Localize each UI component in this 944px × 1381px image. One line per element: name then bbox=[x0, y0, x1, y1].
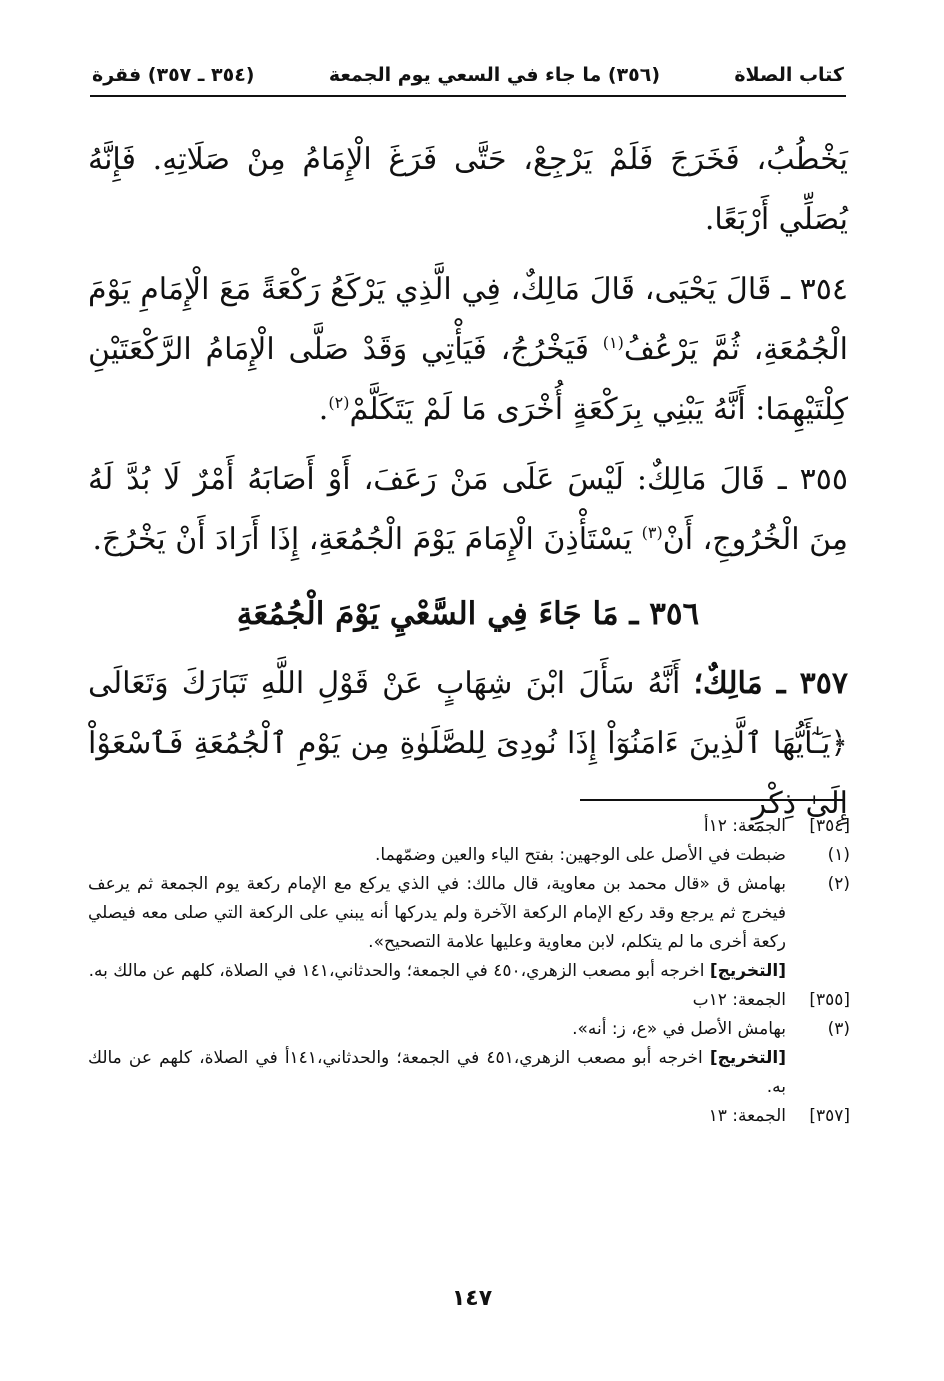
note-number: (٢) bbox=[827, 874, 850, 894]
footnote-2 bbox=[88, 870, 850, 957]
paragraph-355-part-a: ٣٥٥ ـ قَالَ مَالِكٌ: لَيْسَ عَلَى مَنْ رَعَفَ، أَوْ أَصَابَهُ أَمْرٌ لَا بُدَّ لَهُ مِنَ الْخُرُوجِ، أَنْ bbox=[88, 462, 848, 557]
footnote-marker-3: (٣) bbox=[641, 523, 663, 542]
takhrij-354 bbox=[88, 957, 850, 986]
paragraph-357 bbox=[88, 654, 848, 834]
footnote-marker-1: (١) bbox=[602, 333, 624, 352]
paragraph-357-text: أَنَّهُ سَأَلَ ابْنَ شِهَابٍ عَنْ قَوْلِ اللَّهِ تَبَارَكَ وَتَعَالَى ﴿يَـٰٓأَيُّهَا ٱلَّذِينَ ءَامَنُوٓاْ إِذَا نُودِىَ لِلصَّلَوٰةِ مِن يَوْمِ ٱلْجُمُعَةِ فَٱسْعَوْاْ إِلَىٰ ذِكْرِ bbox=[88, 666, 848, 821]
chapter-heading: ٣٥٦ ـ مَا جَاءَ فِي السَّعْيِ يَوْمَ الْجُمُعَةِ bbox=[236, 596, 700, 632]
header-book-title: كتاب الصلاة bbox=[734, 64, 844, 86]
main-text bbox=[88, 130, 848, 844]
note-number: (١) bbox=[827, 845, 850, 865]
header-chapter-title: (٣٥٦) ما جاء في السعي يوم الجمعة bbox=[328, 64, 660, 86]
takhrij-text: اخرجه أبو مصعب الزهري،٤٥٠ في الجمعة؛ والحدثاني،١٤١ في الصلاة، كلهم عن مالك به. bbox=[88, 961, 710, 981]
paragraph-354-part-b: فَيَخْرُجُ، فَيَأْتِي وَقَدْ صَلَّى الْإِمَامُ الرَّكْعَتَيْنِ كِلْتَيْهِمَا: أَنَّهُ يَبْنِي بِرَكْعَةٍ أُخْرَى مَا لَمْ يَتَكَلَّمْ bbox=[88, 332, 848, 427]
takhrij-label: [التخريج] bbox=[709, 961, 786, 981]
note-ref-355 bbox=[88, 986, 850, 1015]
note-ref-357 bbox=[88, 1102, 850, 1131]
paragraph-continuation: يَخْطُبُ، فَخَرَجَ فَلَمْ يَرْجِعْ، حَتَّى فَرَغَ الْإِمَامُ مِنْ صَلَاتِهِ. فَإِنَّهُ يُصَلِّي أَرْبَعًا. bbox=[88, 142, 848, 237]
note-number: [٣٥٥] bbox=[809, 990, 850, 1010]
takhrij-text: اخرجه أبو مصعب الزهري،٤٥١ في الجمعة؛ والحدثاني،١٤١أ في الصلاة، كلهم عن مالك به. bbox=[88, 1048, 786, 1097]
note-number: [٣٥٧] bbox=[809, 1106, 850, 1126]
note-text: ضبطت في الأصل على الوجهين: بفتح الياء والعين وضمّهما. bbox=[375, 845, 786, 865]
takhrij-label: [التخريج] bbox=[709, 1048, 787, 1068]
note-text: الجمعة: ١٣ bbox=[708, 1106, 786, 1126]
note-text: بهامش ق «قال محمد بن معاوية، قال مالك: في الذي يركع مع الإمام ركعة يوم الجمعة ثم يرعف فيخرج ثم يرجع وقد ركع الإمام الركعة الآخرة ولم يدركها أنه يبني على الركعة التي صلى معه فيصلي ركعة أخرى ما لم يتكلم، لابن معاوية وعليها علامة التصحيح». bbox=[88, 874, 786, 952]
footnote-rule bbox=[580, 799, 845, 801]
note-number: (٣) bbox=[827, 1019, 850, 1039]
note-text: الجمعة: ١٢ب bbox=[692, 990, 786, 1010]
paragraph-354-part-a: ٣٥٤ ـ قَالَ يَحْيَى، قَالَ مَالِكٌ، فِي الَّذِي يَرْكَعُ رَكْعَةً مَعَ الْإِمَامِ يَوْمَ الْجُمُعَةِ، ثُمَّ يَرْعُفُ bbox=[88, 272, 849, 367]
paragraph-354 bbox=[88, 260, 848, 440]
header-paragraph-range: (٣٥٤ ـ ٣٥٧) فقرة bbox=[92, 64, 255, 86]
takhrij-355 bbox=[88, 1044, 850, 1102]
note-ref-354 bbox=[88, 812, 850, 841]
note-text: الجمعة: ١٢أ bbox=[703, 816, 786, 836]
paragraph-355-part-b: يَسْتَأْذِنَ الْإِمَامَ يَوْمَ الْجُمُعَةِ، إِذَا أَرَادَ أَنْ يَخْرُجَ. bbox=[92, 522, 642, 557]
footnote-1 bbox=[88, 841, 850, 870]
page-number: ١٤٧ bbox=[451, 1286, 493, 1311]
footnotes bbox=[88, 812, 850, 1131]
note-text: بهامش الأصل في «ع، ز: أنه». bbox=[572, 1019, 786, 1039]
footnote-marker-2: (٢) bbox=[328, 393, 350, 412]
header-rule bbox=[90, 95, 846, 97]
footnote-3 bbox=[88, 1015, 850, 1044]
paragraph-357-lead: ٣٥٧ ـ مَالِكٌ؛ bbox=[693, 666, 848, 701]
paragraph-354-end: . bbox=[318, 392, 329, 427]
note-number: [٣٥٤] bbox=[809, 816, 850, 836]
paragraph-355 bbox=[88, 450, 848, 570]
running-header bbox=[92, 58, 844, 92]
